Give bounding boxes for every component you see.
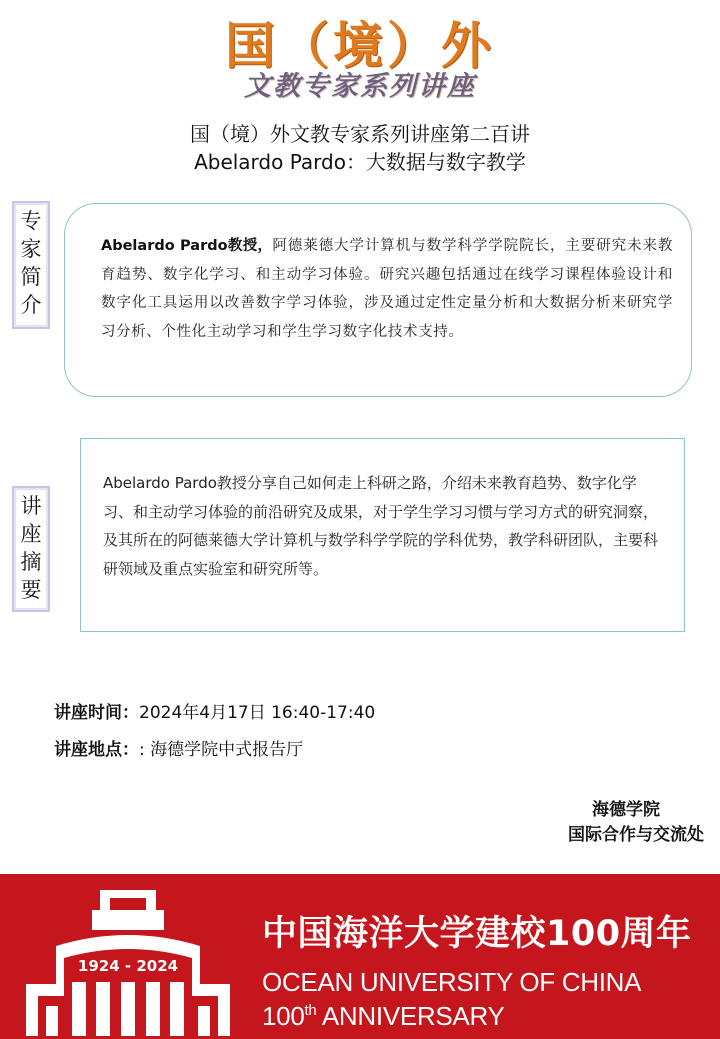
university-building-logo (18, 886, 238, 1036)
anniversary-banner (0, 874, 720, 1039)
lecture-summary-label (12, 486, 50, 612)
label-char: 摘 (20, 550, 42, 574)
anniversary-years: 1924 - 2024 (77, 957, 179, 975)
expert-intro-label (12, 201, 50, 329)
lecture-place (54, 737, 303, 763)
series-logo-title: 国（境）外 (225, 17, 495, 75)
label-char: 要 (20, 578, 42, 602)
organizer-college: 海德学院 (592, 800, 660, 820)
organizer-office: 国际合作与交流处 (568, 825, 704, 845)
label-char: 专 (20, 209, 42, 233)
anniversary-title-en-university: OCEAN UNIVERSITY OF CHINA (262, 967, 642, 997)
label-char: 介 (20, 293, 42, 317)
lecture-topic-title: Abelardo Pardo：大数据与数字教学 (194, 150, 526, 174)
lecture-time-label: 讲座时间： (54, 703, 139, 723)
expert-bio-box (64, 203, 692, 397)
expert-name: Abelardo Pardo教授， (101, 238, 273, 254)
label-char: 家 (20, 237, 42, 261)
lecture-place-label: 讲座地点： (54, 740, 139, 760)
anniversary-ordinal: th (304, 1002, 317, 1019)
anniversary-title-en-anniversary (262, 1000, 505, 1032)
lecture-time-value: 2024年4月17日 16:40-17:40 (139, 703, 376, 723)
expert-bio-text: 阿德莱德大学计算机与数学科学学院院长，主要研究未来教育趋势、数字化学习、和主动学习体验。研究兴趣包括通过在线学习课程体验设计和数字化工具运用以改善数字学习体验，涉及通过定性定量分析和大数据分析来研究学习分析、个性化主动学习和学生学习数字化技术支持。 (101, 238, 673, 340)
series-logo-subtitle: 文教专家系列讲座 (244, 71, 476, 102)
anniversary-title-cn: 中国海洋大学建校100周年 (262, 914, 692, 954)
lecture-summary-text: Abelardo Pardo教授分享自己如何走上科研之路，介绍未来教育趋势、数字化学习、和主动学习体验的前沿研究及成果，对于学生学习习惯与学习方式的研究洞察，及其所在的阿德莱德大学计算机与数学科学学院的学科优势，教学科研团队，主要科研领域及重点实验室和研究所等。 (103, 474, 659, 578)
lecture-summary-box (80, 438, 685, 632)
label-char: 简 (20, 265, 42, 289)
label-char: 座 (20, 522, 42, 546)
lecture-series-title: 国（境）外文教专家系列讲座第二百讲 (190, 122, 530, 146)
lecture-place-value: : 海德学院中式报告厅 (139, 740, 304, 760)
label-char: 讲 (20, 494, 42, 518)
anniversary-number: 100 (262, 1001, 305, 1031)
anniversary-word: ANNIVERSARY (316, 1001, 505, 1031)
lecture-time (54, 700, 375, 726)
